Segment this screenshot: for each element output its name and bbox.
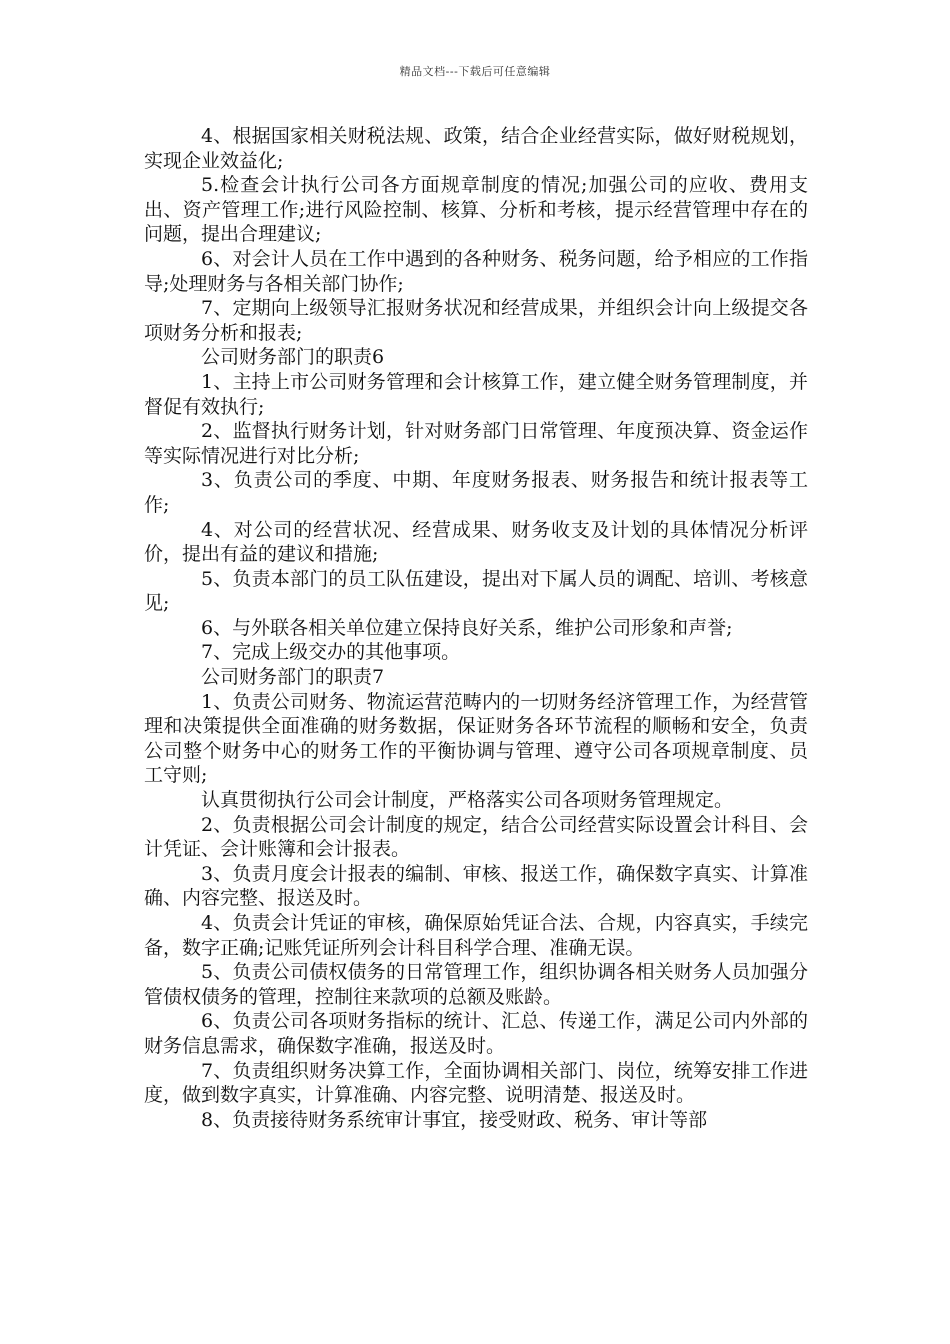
paragraph: 1、负责公司财务、物流运营范畴内的一切财务经济管理工作，为经营管理和决策提供全面准确的财务数据，保证财务各环节流程的顺畅和安全，负责公司整个财务中心的财务工作的平衡协调与管理、遵守公司各项规章制度、员工守则; xyxy=(144,690,808,787)
paragraph: 5.检查会计执行公司各方面规章制度的情况;加强公司的应收、费用支出、资产管理工作;进行风险控制、核算、分析和考核，提示经营管理中存在的问题，提出合理建议; xyxy=(144,174,808,246)
paragraph: 6、负责公司各项财务指标的统计、汇总、传递工作，满足公司内外部的财务信息需求，确保数字准确，报送及时。 xyxy=(144,1010,808,1057)
paragraph: 3、负责公司的季度、中期、年度财务报表、财务报告和统计报表等工作; xyxy=(144,469,808,516)
paragraph: 6、对会计人员在工作中遇到的各种财务、税务问题，给予相应的工作指导;处理财务与各相关部门协作; xyxy=(144,247,808,295)
paragraph: 3、负责月度会计报表的编制、审核、报送工作，确保数字真实、计算准确、内容完整、报送及时。 xyxy=(144,862,808,910)
paragraph: 6、与外联各相关单位建立保持良好关系，维护公司形象和声誉; xyxy=(201,616,733,639)
paragraph: 2、监督执行财务计划，针对财务部门日常管理、年度预决算、资金运作等实际情况进行对比分析; xyxy=(144,420,808,467)
paragraph: 5、负责公司债权债务的日常管理工作，组织协调各相关财务人员加强分管债权债务的管理，控制往来款项的总额及账龄。 xyxy=(144,961,808,1008)
paragraph: 认真贯彻执行公司会计制度，严格落实公司各项财务管理规定。 xyxy=(201,789,734,812)
paragraph: 8、负责接待财务系统审计事宜，接受财政、税务、审计等部 xyxy=(201,1108,708,1131)
section-heading: 公司财务部门的职责7 xyxy=(201,666,385,689)
paragraph: 7、定期向上级领导汇报财务状况和经营成果，并组织会计向上级提交各项财务分析和报表; xyxy=(144,297,808,344)
page-header: 精品文档---下载后可任意编辑 xyxy=(399,65,551,78)
paragraph: 7、完成上级交办的其他事项。 xyxy=(201,641,461,664)
document-body xyxy=(144,124,808,1132)
section-heading: 公司财务部门的职责6 xyxy=(201,346,385,369)
paragraph: 4、根据国家相关财税法规、政策，结合企业经营实际，做好财税规划，实现企业效益化; xyxy=(144,125,808,172)
paragraph: 4、负责会计凭证的审核，确保原始凭证合法、合规，内容真实，手续完备，数字正确;记账凭证所列会计科目科学合理、准确无误。 xyxy=(144,912,808,959)
paragraph: 4、对公司的经营状况、经营成果、财务收支及计划的具体情况分析评价，提出有益的建议和措施; xyxy=(144,518,808,566)
paragraph: 1、主持上市公司财务管理和会计核算工作，建立健全财务管理制度，并督促有效执行; xyxy=(144,370,808,418)
paragraph: 5、负责本部门的员工队伍建设，提出对下属人员的调配、培训、考核意见; xyxy=(144,567,808,615)
paragraph: 2、负责根据公司会计制度的规定，结合公司经营实际设置会计科目、会计凭证、会计账簿和会计报表。 xyxy=(144,813,808,861)
paragraph: 7、负责组织财务决算工作，全面协调相关部门、岗位，统筹安排工作进度，做到数字真实，计算准确、内容完整、说明清楚、报送及时。 xyxy=(144,1059,808,1107)
